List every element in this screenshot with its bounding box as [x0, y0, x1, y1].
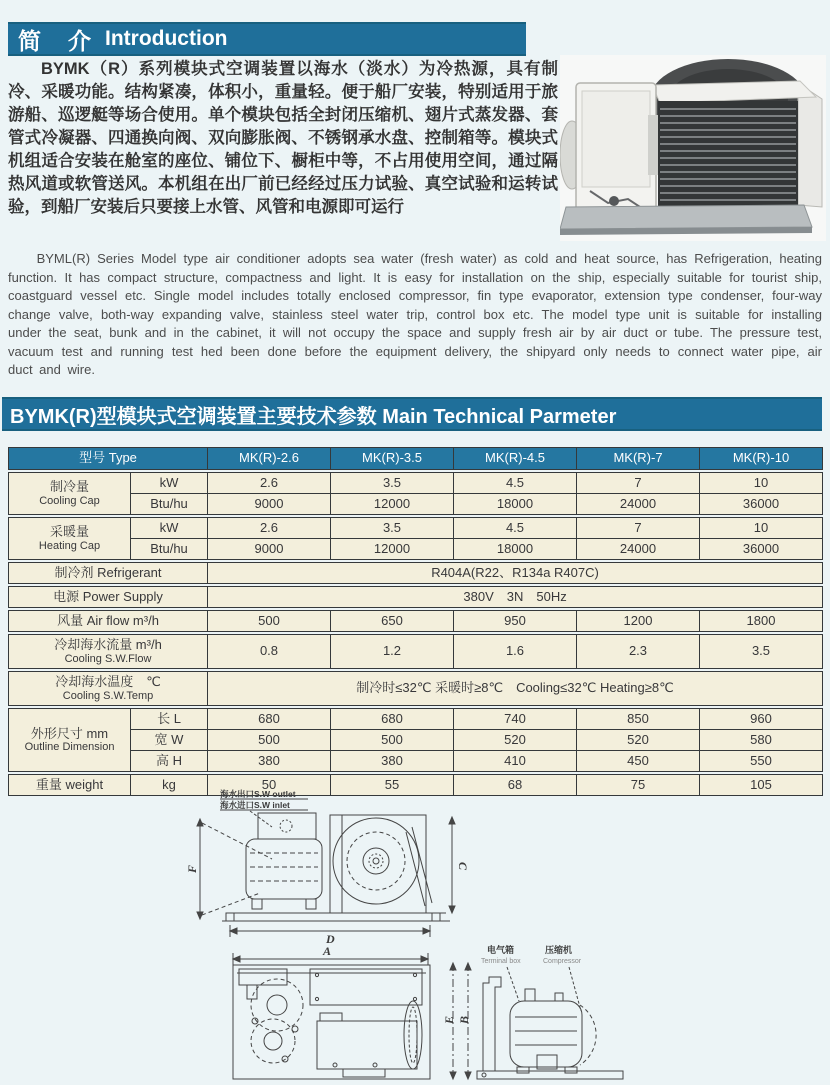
value-cell: 7: [577, 473, 700, 494]
value-cell: 2.6: [208, 518, 331, 539]
heating-label-en: Heating Cap: [38, 539, 101, 552]
value-cell: 850: [577, 709, 700, 730]
value-cell: 3.5: [700, 635, 823, 669]
sw-temp-label-cell: [9, 672, 208, 706]
value-cell: 740: [454, 709, 577, 730]
value-cell: 1800: [700, 611, 823, 632]
value-cell: 450: [577, 751, 700, 772]
value-cell: 680: [208, 709, 331, 730]
cooling-label-zh: 制冷量: [49, 479, 89, 495]
side-elevation-graphic: [180, 785, 480, 943]
model-header-cell: MK(R)-7: [577, 448, 700, 470]
product-photo: [560, 55, 826, 241]
model-header-cell: MK(R)-4.5: [454, 448, 577, 470]
dim-c-label: C: [456, 862, 470, 871]
value-cell: 520: [577, 730, 700, 751]
unit-cell: Btu/hu: [131, 494, 208, 515]
figure-plan-view: [225, 943, 625, 1085]
dim-b-label: B: [457, 1015, 471, 1024]
value-cell: 12000: [331, 539, 454, 560]
value-cell: 24000: [577, 539, 700, 560]
unit-cell: 高 H: [131, 751, 208, 772]
intro-header-zh: 简 介: [18, 27, 93, 54]
terminal-box-label-zh: 电气箱: [487, 945, 515, 955]
dimension-label-zh: 外形尺寸 mm: [30, 725, 109, 741]
model-header-cell: MK(R)-10: [700, 448, 823, 470]
intro-paragraph-zh: BYMK（R）系列模块式空调装置以海水（淡水）为冷热源，具有制冷、采暖功能。结构紧凑，体积小，重量轻。便于船厂安装，特别适用于旅游船、巡逻艇等场合使用。单个模块包括全封闭压缩机、翅片式蒸发器、套管式冷凝器、四通换向阀、双向膨胀阀、不锈钢承水盘、控制箱等。模块式机组适合安装在舱室的座位、铺位下、橱柜中等，不占用使用空间，通过隔热风道或软管送风。本机组在出厂前已经经过压力试验、真空试验和运转试验，到船厂安装后只要接上水管、风管和电源即可运行: [8, 60, 558, 216]
sw-flow-label-en: Cooling S.W.Flow: [64, 652, 152, 665]
value-cell: 36000: [700, 539, 823, 560]
unit-cell: kW: [131, 518, 208, 539]
value-cell: 105: [700, 775, 823, 796]
compressor-label-en: Compressor: [543, 958, 582, 965]
dim-d-label: D: [326, 932, 335, 943]
value-cell: 3.5: [331, 473, 454, 494]
weight-label-cell: 重量 weight: [9, 775, 131, 796]
value-cell: 1.6: [454, 635, 577, 669]
dimension-label-en: Outline Dimension: [24, 741, 115, 754]
spec-table: [8, 447, 822, 798]
value-cell: 50: [208, 775, 331, 796]
value-cell: 0.8: [208, 635, 331, 669]
value-cell: 950: [454, 611, 577, 632]
value-cell: 10: [700, 518, 823, 539]
dim-e-label: E: [442, 1015, 456, 1024]
unit-cell: kg: [131, 775, 208, 796]
power-supply-row: [8, 586, 823, 608]
value-cell: 680: [331, 709, 454, 730]
value-cell: 24000: [577, 494, 700, 515]
intro-paragraph-en: BYML(R) Series Model type air conditioner adopts sea water (fresh water) as cold and heat source, has Refrigeration, heating function. It has compact structure, compactness and light. It is easy for installation on the ship, especially suitable for tourist ship, coastguard vessel etc. Single model includes totally enclosed compressor, fin type evaporator, extension type condenser, four-way change valve, both-way expanding valve, stainless steel water trip, control box etc. The model type unit is suitable for installing under the seat, bunk and in the cabinet, it will not occupy the space and supply fresh air by air duct or tube. The pressure test, vacuum test and running test hed been done before the equipment delivery, the shipyard only needs to connect water pipe, air duct and wire.: [8, 251, 822, 377]
value-cell: 380: [208, 751, 331, 772]
intro-header-en: Introduction: [105, 27, 228, 50]
airflow-row: [8, 610, 823, 632]
value-cell: 55: [331, 775, 454, 796]
dimension-group: [8, 708, 823, 772]
refrigerant-label-cell: 制冷剂 Refrigerant: [9, 563, 208, 584]
sw-flow-label-zh: 冷却海水流量 m³/h: [54, 637, 162, 653]
terminal-box-label-en: Terminal box: [481, 958, 521, 965]
value-cell: 380: [331, 751, 454, 772]
value-cell: 3.5: [331, 518, 454, 539]
value-cell: 410: [454, 751, 577, 772]
sw-inlet-label: 海水进口S.W inlet: [220, 800, 290, 810]
value-cell: 18000: [454, 494, 577, 515]
dimension-label-cell: [9, 709, 131, 772]
value-cell: 75: [577, 775, 700, 796]
value-cell: 2.6: [208, 473, 331, 494]
spec-table-header-row: [8, 447, 823, 470]
sw-outlet-label: 海水出口S.W outlet: [220, 789, 296, 799]
unit-cell: kW: [131, 473, 208, 494]
heating-label-zh: 采暖量: [49, 524, 89, 540]
value-cell: 550: [700, 751, 823, 772]
type-header-cell: 型号 Type: [9, 448, 208, 470]
tech-section-header: [2, 397, 822, 431]
sw-flow-row: [8, 634, 823, 669]
unit-cell: 宽 W: [131, 730, 208, 751]
unit-cell: Btu/hu: [131, 539, 208, 560]
value-cell: 580: [700, 730, 823, 751]
value-cell: 36000: [700, 494, 823, 515]
figure-side-elevation: [180, 785, 480, 943]
value-cell: 4.5: [454, 473, 577, 494]
sw-temp-label-zh: 冷却海水温度 ℃: [55, 674, 161, 690]
value-cell: 500: [208, 730, 331, 751]
heating-label-cell: [9, 518, 131, 560]
sw-temp-value-cell: 制冷时≤32℃ 采暖时≥8℃ Cooling≤32℃ Heating≥8℃: [208, 672, 823, 706]
cooling-capacity-group: [8, 472, 823, 515]
value-cell: 9000: [208, 539, 331, 560]
airflow-label-cell: 风量 Air flow m³/h: [9, 611, 208, 632]
refrigerant-value-cell: R404A(R22、R134a R407C): [208, 563, 823, 584]
model-header-cell: MK(R)-3.5: [331, 448, 454, 470]
heating-capacity-group: [8, 517, 823, 560]
cooling-label-en: Cooling Cap: [39, 494, 100, 507]
value-cell: 10: [700, 473, 823, 494]
power-value-cell: 380V 3N 50Hz: [208, 587, 823, 608]
value-cell: 1.2: [331, 635, 454, 669]
unit-cell: 长 L: [131, 709, 208, 730]
compressor-label-zh: 压缩机: [545, 945, 573, 955]
tech-header-title: BYMK(R)型模块式空调装置主要技术参数 Main Technical Parmeter: [10, 405, 617, 428]
value-cell: 7: [577, 518, 700, 539]
dim-f-label: F: [185, 864, 199, 873]
value-cell: 9000: [208, 494, 331, 515]
value-cell: 12000: [331, 494, 454, 515]
value-cell: 2.3: [577, 635, 700, 669]
intro-section-header: [8, 22, 526, 56]
value-cell: 68: [454, 775, 577, 796]
product-photo-graphic: [560, 55, 826, 241]
refrigerant-row: [8, 562, 823, 584]
value-cell: 500: [208, 611, 331, 632]
value-cell: 650: [331, 611, 454, 632]
value-cell: 1200: [577, 611, 700, 632]
value-cell: 520: [454, 730, 577, 751]
power-label-cell: 电源 Power Supply: [9, 587, 208, 608]
value-cell: 500: [331, 730, 454, 751]
sw-flow-label-cell: [9, 635, 208, 669]
plan-view-graphic: [225, 943, 625, 1085]
cooling-label-cell: [9, 473, 131, 515]
sw-temp-label-en: Cooling S.W.Temp: [62, 689, 154, 702]
value-cell: 4.5: [454, 518, 577, 539]
model-header-cell: MK(R)-2.6: [208, 448, 331, 470]
value-cell: 18000: [454, 539, 577, 560]
dim-a-label: A: [323, 944, 332, 958]
value-cell: 960: [700, 709, 823, 730]
sw-temp-row: [8, 671, 823, 706]
